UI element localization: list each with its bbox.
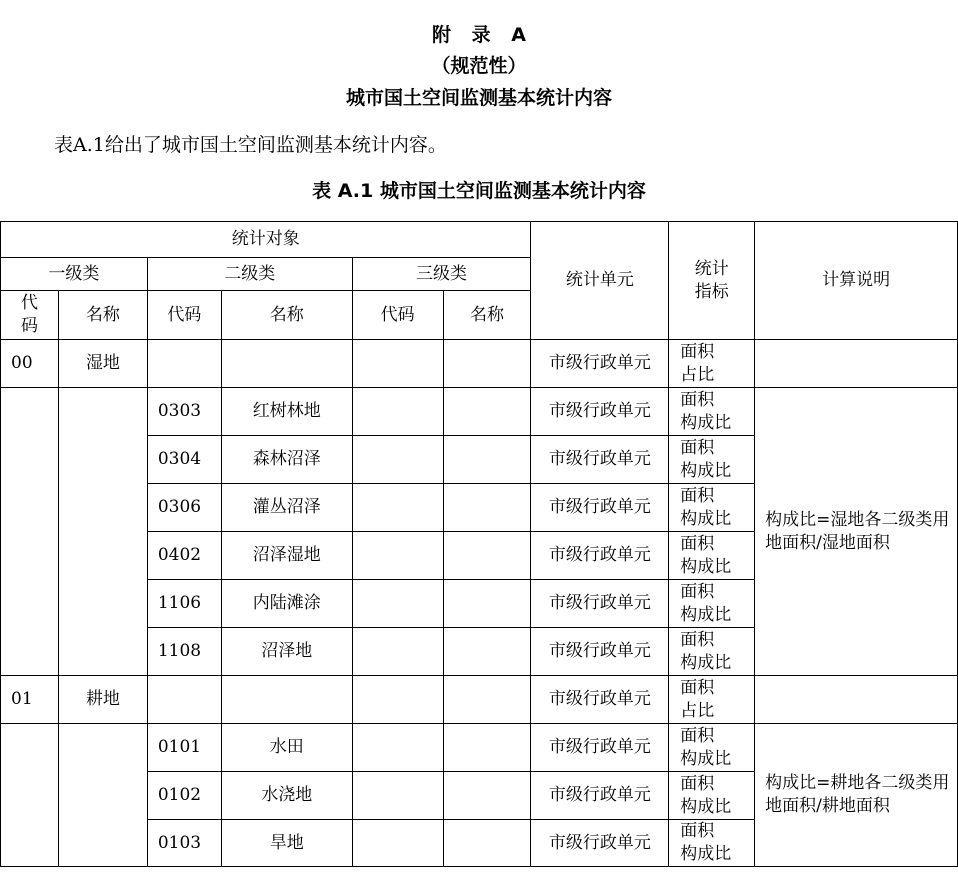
level2-code-cell: 0103 — [147, 820, 221, 867]
indicator-cell: 面积 占比 — [669, 676, 755, 724]
header-level1-name: 名称 — [58, 291, 147, 340]
level2-code-cell: 0306 — [147, 484, 221, 532]
unit-cell: 市级行政单元 — [531, 388, 669, 436]
unit-cell: 市级行政单元 — [531, 532, 669, 580]
header-level2-code: 代码 — [147, 291, 221, 340]
header-level1-code: 代 码 — [1, 291, 59, 340]
table-row — [1, 724, 958, 772]
header-unit: 统计单元 — [531, 222, 669, 340]
level2-code-cell: 1106 — [147, 580, 221, 628]
statistics-table — [0, 221, 958, 867]
table-row-level1 — [1, 340, 958, 388]
level2-name-cell: 水田 — [221, 724, 352, 772]
unit-cell: 市级行政单元 — [531, 676, 669, 724]
appendix-type: （规范性） — [431, 55, 527, 77]
level1-name-cell: 湿地 — [58, 340, 147, 388]
appendix-heading: 城市国土空间监测基本统计内容 — [345, 87, 612, 109]
header-level3-name: 名称 — [443, 291, 531, 340]
indicator-cell: 面积 构成比 — [669, 628, 755, 676]
indicator-cell: 面积 构成比 — [669, 724, 755, 772]
indicator-cell: 面积 构成比 — [669, 532, 755, 580]
header-indicator: 统计 指标 — [669, 222, 755, 340]
level2-code-cell: 1108 — [147, 628, 221, 676]
level2-code-cell: 0304 — [147, 436, 221, 484]
calc-description-cell: 构成比=湿地各二级类用地面积/湿地面积 — [755, 388, 958, 676]
level2-name-cell: 灌丛沼泽 — [221, 484, 352, 532]
indicator-cell: 面积 占比 — [669, 340, 755, 388]
intro-paragraph: 表A.1给出了城市国土空间监测基本统计内容。 — [54, 134, 447, 156]
indicator-cell: 面积 构成比 — [669, 772, 755, 820]
unit-cell: 市级行政单元 — [531, 436, 669, 484]
level2-name-cell: 沼泽地 — [221, 628, 352, 676]
table-row-level1 — [1, 676, 958, 724]
unit-cell: 市级行政单元 — [531, 628, 669, 676]
level1-name-cell: 耕地 — [58, 676, 147, 724]
level2-name-cell: 旱地 — [221, 820, 352, 867]
header-calc: 计算说明 — [755, 222, 958, 340]
level2-name-cell: 红树林地 — [221, 388, 352, 436]
header-level3-code: 代码 — [352, 291, 443, 340]
unit-cell: 市级行政单元 — [531, 772, 669, 820]
header-level3: 三级类 — [352, 258, 531, 291]
indicator-cell: 面积 构成比 — [669, 436, 755, 484]
level2-code-cell: 0102 — [147, 772, 221, 820]
calc-description-cell: 构成比=耕地各二级类用地面积/耕地面积 — [755, 724, 958, 867]
level2-code-cell: 0101 — [147, 724, 221, 772]
header-level2-name: 名称 — [221, 291, 352, 340]
level2-code-cell: 0303 — [147, 388, 221, 436]
level1-code-cell: 00 — [1, 340, 59, 388]
indicator-cell: 面积 构成比 — [669, 580, 755, 628]
level2-code-cell: 0402 — [147, 532, 221, 580]
header-level1: 一级类 — [1, 258, 148, 291]
unit-cell: 市级行政单元 — [531, 580, 669, 628]
indicator-cell: 面积 构成比 — [669, 820, 755, 867]
indicator-cell: 面积 构成比 — [669, 484, 755, 532]
level1-code-cell: 01 — [1, 676, 59, 724]
header-row-1 — [1, 222, 958, 258]
table-row — [1, 388, 958, 436]
level2-name-cell: 内陆滩涂 — [221, 580, 352, 628]
indicator-cell: 面积 构成比 — [669, 388, 755, 436]
unit-cell: 市级行政单元 — [531, 484, 669, 532]
unit-cell: 市级行政单元 — [531, 724, 669, 772]
table-caption: 表 A.1 城市国土空间监测基本统计内容 — [312, 180, 646, 202]
unit-cell: 市级行政单元 — [531, 820, 669, 867]
unit-cell: 市级行政单元 — [531, 340, 669, 388]
header-level2: 二级类 — [147, 258, 352, 291]
level2-name-cell: 森林沼泽 — [221, 436, 352, 484]
level2-name-cell: 沼泽湿地 — [221, 532, 352, 580]
level2-name-cell: 水浇地 — [221, 772, 352, 820]
appendix-title: 附 录 A — [432, 24, 526, 46]
header-stat-object: 统计对象 — [1, 222, 531, 258]
